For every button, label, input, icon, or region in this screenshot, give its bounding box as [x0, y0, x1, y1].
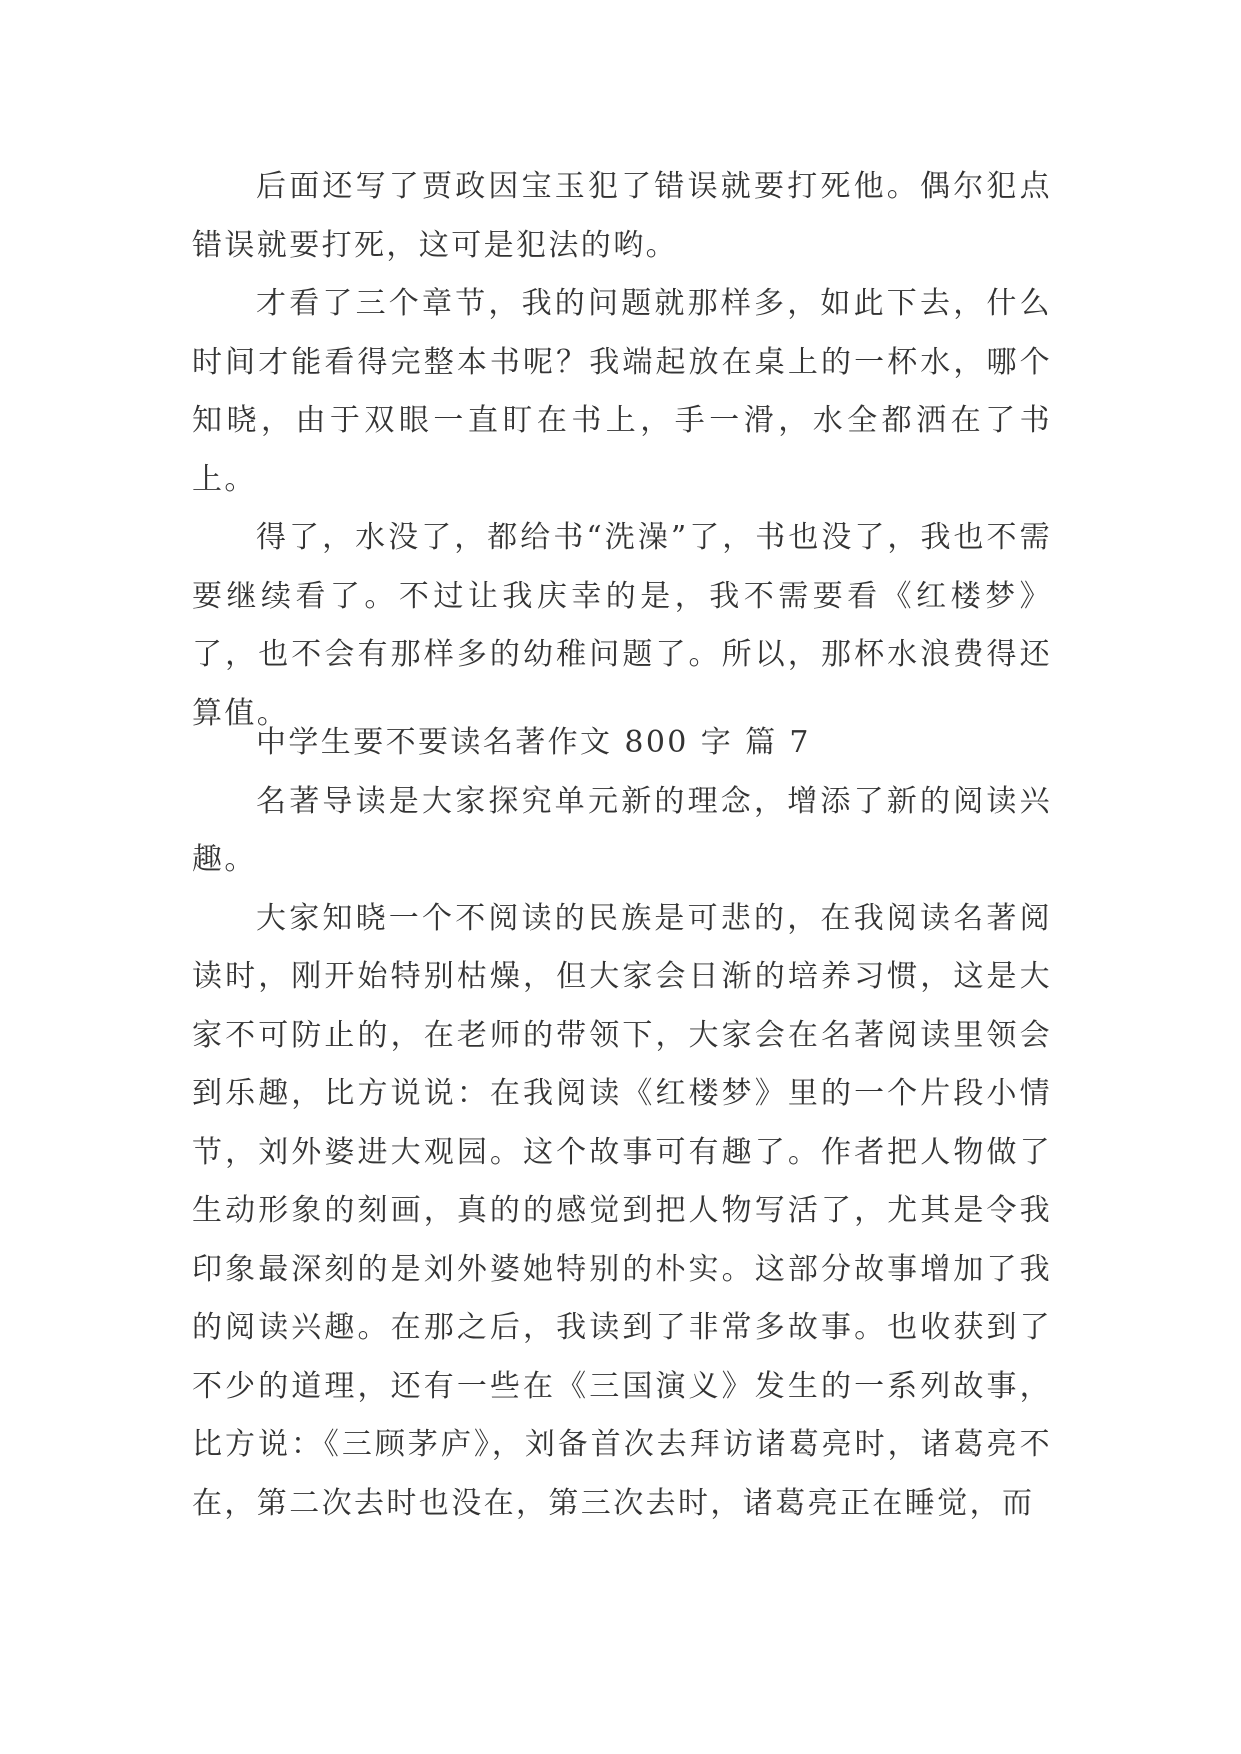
essay-section-7: [192, 714, 1052, 1533]
paragraph: 才看了三个章节，我的问题就那样多，如此下去，什么时间才能看得完整本书呢？我端起放在桌上的一杯水，哪个知晓，由于双眼一直盯在书上，手一滑，水全都洒在了书上。: [192, 286, 1052, 497]
essay-continuation: [192, 158, 1052, 743]
paragraph: 后面还写了贾政因宝玉犯了错误就要打死他。偶尔犯点错误就要打死，这可是犯法的哟。: [192, 169, 1052, 263]
paragraph: 大家知晓一个不阅读的民族是可悲的，在我阅读名著阅读时，刚开始特别枯燥，但大家会日渐的培养习惯，这是大家不可防止的，在老师的带领下，大家会在名著阅读里领会到乐趣，比方说说：在我阅读《红楼梦》里的一个片段小情节，刘外婆进大观园。这个故事可有趣了。作者把人物做了生动形象的刻画，真的的感觉到把人物写活了，尤其是令我印象最深刻的是刘外婆她特别的朴实。这部分故事增加了我的阅读兴趣。在那之后，我读到了非常多故事。也收获到了不少的道理，还有一些在《三国演义》发生的一系列故事，比方说：《三顾茅庐》，刘备首次去拜访诸葛亮时，诸葛亮不在，第二次去时也没在，第三次去时，诸葛亮正在睡觉，而: [192, 900, 1052, 1521]
paragraph: 得了，水没了，都给书“洗澡”了，书也没了，我也不需要继续看了。不过让我庆幸的是，我不需要看《红楼梦》了，也不会有那样多的幼稚问题了。所以，那杯水浪费得还算值。: [192, 520, 1052, 731]
paragraph: 名著导读是大家探究单元新的理念，增添了新的阅读兴趣。: [192, 783, 1052, 877]
essay-heading: 中学生要不要读名著作文 800 字 篇 7: [256, 725, 811, 760]
